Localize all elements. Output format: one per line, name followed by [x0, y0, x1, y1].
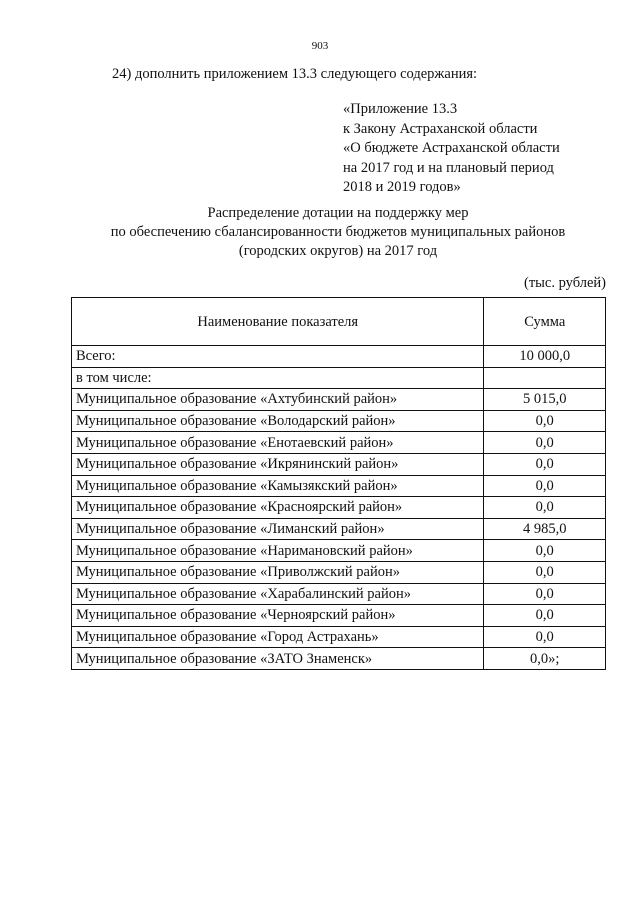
row-name: Муниципальное образование «Ахтубинский район»: [72, 389, 484, 411]
table-row: [72, 626, 606, 648]
row-sum: [484, 367, 606, 389]
document-title: [70, 204, 606, 261]
page-number: 903: [311, 40, 329, 52]
annex-line: «О бюджете Астраханской области: [343, 140, 560, 156]
intro-paragraph: 24) дополнить приложением 13.3 следующего содержания:: [112, 66, 478, 82]
row-sum: 0,0: [484, 410, 606, 432]
distribution-table: [71, 297, 606, 670]
row-name: Муниципальное образование «Приволжский район»: [72, 561, 484, 583]
row-name: Муниципальное образование «ЗАТО Знаменск»: [72, 648, 484, 670]
row-name: в том числе:: [72, 367, 484, 389]
annex-line: «Приложение 13.3: [343, 101, 458, 117]
table-row: [72, 497, 606, 519]
annex-line: на 2017 год и на плановый период: [343, 159, 554, 176]
table-row: [72, 518, 606, 540]
row-sum: 0,0: [484, 497, 606, 519]
table-header-row: [72, 298, 606, 346]
table-row: [72, 389, 606, 411]
row-sum: 0,0: [484, 540, 606, 562]
title-line: (городских округов) на 2017 год: [238, 243, 438, 259]
row-name: Муниципальное образование «Красноярский район»: [72, 497, 484, 519]
row-sum: 0,0»;: [484, 648, 606, 670]
row-sum: 4 985,0: [484, 518, 606, 540]
table-row: [72, 346, 606, 368]
row-name: Муниципальное образование «Володарский район»: [72, 410, 484, 432]
row-name: Муниципальное образование «Харабалинский район»: [72, 583, 484, 605]
row-name: Муниципальное образование «Наримановский район»: [72, 540, 484, 562]
table-row: [72, 475, 606, 497]
table-row: [72, 432, 606, 454]
row-sum: 0,0: [484, 605, 606, 627]
table-row: [72, 583, 606, 605]
row-sum: 0,0: [484, 432, 606, 454]
table-row: [72, 540, 606, 562]
row-name: Муниципальное образование «Лиманский район»: [72, 518, 484, 540]
row-name: Всего:: [72, 346, 484, 368]
table-row: [72, 648, 606, 670]
row-name: Муниципальное образование «Енотаевский район»: [72, 432, 484, 454]
header-sum: Сумма: [484, 298, 606, 346]
table-body: [72, 346, 606, 670]
table-row: [72, 605, 606, 627]
row-name: Муниципальное образование «Камызякский район»: [72, 475, 484, 497]
title-line: Распределение дотации на поддержку мер: [207, 205, 469, 221]
row-sum: 0,0: [484, 626, 606, 648]
annex-line: к Закону Астраханской области: [343, 120, 538, 137]
row-sum: 5 015,0: [484, 389, 606, 411]
row-sum: 0,0: [484, 475, 606, 497]
row-sum: 10 000,0: [484, 346, 606, 368]
row-name: Муниципальное образование «Икрянинский район»: [72, 453, 484, 475]
title-line: по обеспечению сбалансированности бюджетов муниципальных районов: [110, 224, 566, 240]
table-row: [72, 453, 606, 475]
annex-reference: [343, 100, 560, 198]
row-name: Муниципальное образование «Город Астрахань»: [72, 626, 484, 648]
row-sum: 0,0: [484, 561, 606, 583]
annex-line: 2018 и 2019 годов»: [343, 179, 461, 195]
row-name: Муниципальное образование «Черноярский район»: [72, 605, 484, 627]
units-label: (тыс. рублей): [524, 275, 606, 291]
header-name: Наименование показателя: [72, 298, 484, 346]
row-sum: 0,0: [484, 453, 606, 475]
table-row: [72, 367, 606, 389]
row-sum: 0,0: [484, 583, 606, 605]
table-row: [72, 410, 606, 432]
table-row: [72, 561, 606, 583]
